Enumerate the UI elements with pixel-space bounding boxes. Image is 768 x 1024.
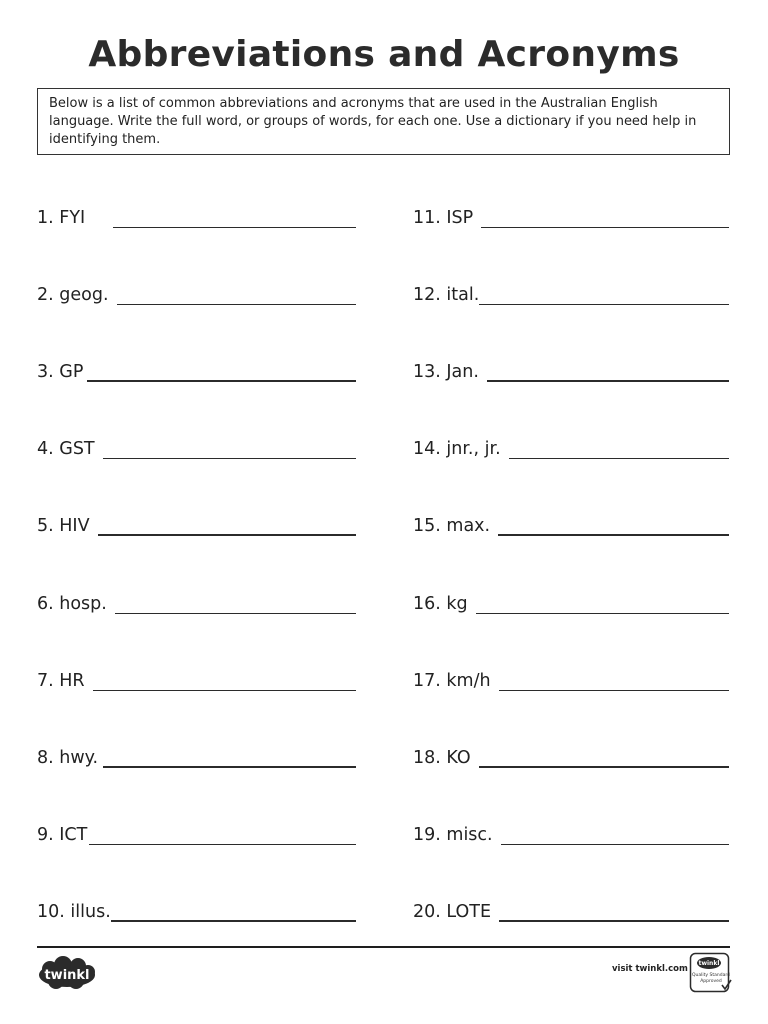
instructions-box <box>37 88 730 155</box>
answer-line[interactable] <box>476 613 729 614</box>
worksheet-item <box>413 277 729 307</box>
item-label: 1. FYI <box>37 208 86 228</box>
answer-line[interactable] <box>89 844 356 845</box>
item-label: 19. misc. <box>413 825 493 845</box>
item-label: 7. HR <box>37 671 85 691</box>
answer-line[interactable] <box>498 534 729 536</box>
item-label: 10. illus. <box>37 902 111 922</box>
worksheet-item <box>37 817 356 847</box>
badge-logo-text: twinkl <box>698 960 720 967</box>
answer-line[interactable] <box>487 380 729 382</box>
answer-line[interactable] <box>509 458 729 459</box>
visit-link[interactable]: visit twinkl.com <box>612 964 688 974</box>
answer-line[interactable] <box>98 534 356 536</box>
quality-badge <box>689 952 733 994</box>
worksheet-item <box>413 354 729 384</box>
item-label: 8. hwy. <box>37 748 99 768</box>
worksheet-item <box>413 586 729 616</box>
twinkl-logo[interactable] <box>36 955 98 991</box>
answer-line[interactable] <box>479 304 729 305</box>
item-label: 15. max. <box>413 516 491 536</box>
answer-line[interactable] <box>103 766 356 768</box>
worksheet-item <box>37 431 356 461</box>
item-label: 18. KO <box>413 748 471 768</box>
answer-line[interactable] <box>117 304 356 305</box>
item-label: 4. GST <box>37 439 95 459</box>
worksheet-item <box>413 200 729 230</box>
footer-divider <box>37 946 730 948</box>
answer-line[interactable] <box>499 920 729 922</box>
item-label: 17. km/h <box>413 671 491 691</box>
badge-line-1: Quality Standard <box>692 973 730 978</box>
worksheet-item <box>37 663 356 693</box>
badge-line-2: Approved <box>700 979 722 984</box>
answer-line[interactable] <box>501 844 729 845</box>
item-label: 9. ICT <box>37 825 88 845</box>
worksheet-item <box>413 740 729 770</box>
worksheet-item <box>37 200 356 230</box>
answer-line[interactable] <box>479 766 729 768</box>
worksheet-item <box>413 508 729 538</box>
answer-line[interactable] <box>113 227 356 228</box>
item-label: 11. ISP <box>413 208 474 228</box>
item-label: 14. jnr., jr. <box>413 439 501 459</box>
answer-line[interactable] <box>93 690 356 691</box>
item-label: 3. GP <box>37 362 84 382</box>
answer-line[interactable] <box>111 920 356 922</box>
item-label: 2. geog. <box>37 285 109 305</box>
worksheet-item <box>37 894 356 924</box>
item-label: 13. Jan. <box>413 362 479 382</box>
item-label: 5. HIV <box>37 516 90 536</box>
answer-line[interactable] <box>499 690 729 691</box>
worksheet-item <box>37 740 356 770</box>
worksheet-item <box>413 817 729 847</box>
item-label: 20. LOTE <box>413 902 492 922</box>
answer-line[interactable] <box>103 458 356 459</box>
item-label: 6. hosp. <box>37 594 107 614</box>
page-title: Abbreviations and Acronyms <box>88 34 680 75</box>
item-label: 16. kg <box>413 594 468 614</box>
answer-line[interactable] <box>115 613 356 614</box>
instructions-text: Below is a list of common abbreviations and acronyms that are used in the Australian English language. Write the full word, or groups of words, for each one. Use a dictionary if you need help in identifying them. <box>49 96 697 147</box>
answer-line[interactable] <box>87 380 356 382</box>
worksheet-item <box>413 431 729 461</box>
logo-text: twinkl <box>44 968 90 983</box>
worksheet-item <box>37 586 356 616</box>
worksheet-item <box>37 277 356 307</box>
worksheet-item <box>37 354 356 384</box>
worksheet-item <box>413 894 729 924</box>
worksheet-item <box>413 663 729 693</box>
item-label: 12. ital. <box>413 285 480 305</box>
worksheet-item <box>37 508 356 538</box>
answer-line[interactable] <box>481 227 729 228</box>
